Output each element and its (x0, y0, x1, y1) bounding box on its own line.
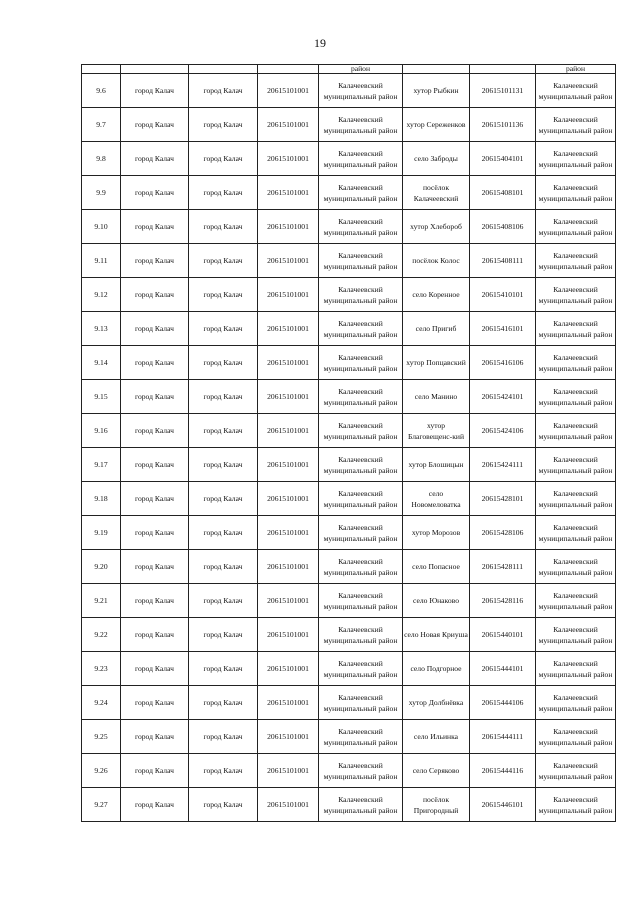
row-number: 9.23 (82, 652, 121, 686)
district-name: Калачеевский муниципальный район (536, 312, 616, 346)
row-number: 9.20 (82, 550, 121, 584)
district-name: Калачеевский муниципальный район (536, 346, 616, 380)
district-name: Калачеевский муниципальный район (319, 142, 403, 176)
settlement-code: 20615404101 (470, 142, 536, 176)
settlement-name: село Коренное (403, 278, 470, 312)
district-name: Калачеевский муниципальный район (536, 788, 616, 822)
district-name: Калачеевский муниципальный район (536, 754, 616, 788)
city-code: 20615101001 (258, 720, 319, 754)
city-name: город Калач (189, 652, 258, 686)
district-name: Калачеевский муниципальный район (319, 176, 403, 210)
row-number: 9.17 (82, 448, 121, 482)
settlement-name: хутор Долбнёвка (403, 686, 470, 720)
city-name: город Калач (189, 74, 258, 108)
settlement-name: село Заброды (403, 142, 470, 176)
district-name: Калачеевский муниципальный район (536, 516, 616, 550)
table-row (82, 788, 616, 822)
city-name: город Калач (121, 176, 189, 210)
settlement-name: село Серяково (403, 754, 470, 788)
city-code: 20615101001 (258, 652, 319, 686)
city-code: 20615101001 (258, 176, 319, 210)
city-code: 20615101001 (258, 312, 319, 346)
table-row (82, 584, 616, 618)
settlement-name: хутор Морозов (403, 516, 470, 550)
city-code: 20615101001 (258, 74, 319, 108)
district-name: Калачеевский муниципальный район (319, 346, 403, 380)
settlement-code: 20615408106 (470, 210, 536, 244)
settlement-code: 20615408111 (470, 244, 536, 278)
table-row (82, 312, 616, 346)
district-name: Калачеевский муниципальный район (536, 652, 616, 686)
city-name: город Калач (189, 516, 258, 550)
row-number: 9.14 (82, 346, 121, 380)
district-name: Калачеевский муниципальный район (319, 686, 403, 720)
settlement-name: хутор Рыбкин (403, 74, 470, 108)
settlement-code: 20615416101 (470, 312, 536, 346)
district-name: Калачеевский муниципальный район (319, 414, 403, 448)
table-row (82, 380, 616, 414)
city-name: город Калач (189, 550, 258, 584)
city-name: город Калач (189, 788, 258, 822)
settlement-code: 20615424106 (470, 414, 536, 448)
city-name: город Калач (121, 482, 189, 516)
row-number: 9.15 (82, 380, 121, 414)
city-code: 20615101001 (258, 244, 319, 278)
settlement-code: 20615428106 (470, 516, 536, 550)
city-name: город Калач (121, 210, 189, 244)
settlement-name: село Новомеловатка (403, 482, 470, 516)
row-number: 9.19 (82, 516, 121, 550)
settlement-code: 20615444111 (470, 720, 536, 754)
city-code: 20615101001 (258, 618, 319, 652)
table-row (82, 346, 616, 380)
settlement-name: хутор Попцавский (403, 346, 470, 380)
city-code: 20615101001 (258, 788, 319, 822)
cell-empty (258, 65, 319, 74)
table-row (82, 278, 616, 312)
district-name: Калачеевский муниципальный район (536, 584, 616, 618)
settlement-code: 20615444116 (470, 754, 536, 788)
settlement-code: 20615410101 (470, 278, 536, 312)
cell-district: район (319, 65, 403, 74)
city-name: город Калач (189, 482, 258, 516)
table-row (82, 244, 616, 278)
city-code: 20615101001 (258, 414, 319, 448)
settlement-code: 20615101131 (470, 74, 536, 108)
city-name: город Калач (121, 346, 189, 380)
settlement-code: 20615428101 (470, 482, 536, 516)
settlement-code: 20615428116 (470, 584, 536, 618)
table-row (82, 516, 616, 550)
settlement-code: 20615428111 (470, 550, 536, 584)
city-name: город Калач (121, 584, 189, 618)
district-name: Калачеевский муниципальный район (319, 516, 403, 550)
city-name: город Калач (121, 74, 189, 108)
district-name: Калачеевский муниципальный район (319, 278, 403, 312)
district-name: Калачеевский муниципальный район (536, 244, 616, 278)
district-name: Калачеевский муниципальный район (319, 754, 403, 788)
cell-empty (470, 65, 536, 74)
district-name: Калачеевский муниципальный район (536, 618, 616, 652)
table-row (82, 482, 616, 516)
settlement-name: село Манино (403, 380, 470, 414)
city-code: 20615101001 (258, 482, 319, 516)
city-name: город Калач (189, 414, 258, 448)
city-name: город Калач (189, 584, 258, 618)
settlement-code: 20615424101 (470, 380, 536, 414)
district-name: Калачеевский муниципальный район (319, 720, 403, 754)
district-name: Калачеевский муниципальный район (319, 210, 403, 244)
city-name: город Калач (121, 448, 189, 482)
district-name: Калачеевский муниципальный район (536, 720, 616, 754)
row-number: 9.25 (82, 720, 121, 754)
settlement-name: село Попасное (403, 550, 470, 584)
district-name: Калачеевский муниципальный район (319, 584, 403, 618)
cell-empty (121, 65, 189, 74)
settlement-code: 20615444101 (470, 652, 536, 686)
district-name: Калачеевский муниципальный район (319, 550, 403, 584)
district-name: Калачеевский муниципальный район (319, 380, 403, 414)
city-name: город Калач (189, 448, 258, 482)
city-name: город Калач (189, 278, 258, 312)
settlement-name: хутор Хлебороб (403, 210, 470, 244)
city-name: город Калач (189, 244, 258, 278)
city-code: 20615101001 (258, 142, 319, 176)
city-code: 20615101001 (258, 278, 319, 312)
district-name: Калачеевский муниципальный район (319, 652, 403, 686)
settlement-name: хутор Благовещенс-кий (403, 414, 470, 448)
city-code: 20615101001 (258, 380, 319, 414)
district-name: Калачеевский муниципальный район (536, 108, 616, 142)
table-row (82, 720, 616, 754)
row-number: 9.18 (82, 482, 121, 516)
table-row (82, 414, 616, 448)
city-code: 20615101001 (258, 754, 319, 788)
city-name: город Калач (189, 686, 258, 720)
city-name: город Калач (189, 108, 258, 142)
city-name: город Калач (121, 618, 189, 652)
city-name: город Калач (121, 244, 189, 278)
settlement-name: село Юнаково (403, 584, 470, 618)
city-name: город Калач (189, 618, 258, 652)
cell-district: район (536, 65, 616, 74)
district-name: Калачеевский муниципальный район (319, 448, 403, 482)
city-code: 20615101001 (258, 516, 319, 550)
settlement-name: хутор Сереженков (403, 108, 470, 142)
row-number: 9.21 (82, 584, 121, 618)
continuation-row (82, 65, 616, 74)
row-number: 9.16 (82, 414, 121, 448)
settlement-name: село Новая Криуша (403, 618, 470, 652)
row-number: 9.6 (82, 74, 121, 108)
city-code: 20615101001 (258, 584, 319, 618)
row-number: 9.22 (82, 618, 121, 652)
cell-empty (403, 65, 470, 74)
row-number: 9.24 (82, 686, 121, 720)
city-name: город Калач (121, 754, 189, 788)
row-number: 9.7 (82, 108, 121, 142)
district-name: Калачеевский муниципальный район (536, 448, 616, 482)
settlement-code: 20615424111 (470, 448, 536, 482)
row-number: 9.13 (82, 312, 121, 346)
row-number: 9.26 (82, 754, 121, 788)
city-name: город Калач (121, 516, 189, 550)
table-row (82, 686, 616, 720)
city-name: город Калач (121, 380, 189, 414)
page-number: 19 (314, 36, 326, 50)
district-name: Калачеевский муниципальный район (319, 312, 403, 346)
city-name: город Калач (189, 346, 258, 380)
district-name: Калачеевский муниципальный район (319, 74, 403, 108)
district-name: Калачеевский муниципальный район (536, 414, 616, 448)
district-name: Калачеевский муниципальный район (536, 142, 616, 176)
city-name: город Калач (121, 652, 189, 686)
district-name: Калачеевский муниципальный район (319, 618, 403, 652)
district-name: Калачеевский муниципальный район (536, 278, 616, 312)
cell-empty (189, 65, 258, 74)
table-row (82, 618, 616, 652)
city-name: город Калач (121, 686, 189, 720)
city-code: 20615101001 (258, 346, 319, 380)
city-name: город Калач (189, 142, 258, 176)
table-row (82, 652, 616, 686)
city-name: город Калач (189, 720, 258, 754)
city-name: город Калач (121, 142, 189, 176)
settlement-code: 20615446101 (470, 788, 536, 822)
district-name: Калачеевский муниципальный район (319, 788, 403, 822)
city-name: город Калач (121, 108, 189, 142)
district-name: Калачеевский муниципальный район (319, 244, 403, 278)
row-number: 9.10 (82, 210, 121, 244)
city-name: город Калач (189, 176, 258, 210)
district-name: Калачеевский муниципальный район (536, 550, 616, 584)
table-row (82, 550, 616, 584)
city-name: город Калач (121, 278, 189, 312)
city-code: 20615101001 (258, 550, 319, 584)
table-row (82, 74, 616, 108)
row-number: 9.8 (82, 142, 121, 176)
settlement-name: посёлок Калачеевский (403, 176, 470, 210)
settlements-table (81, 64, 616, 822)
district-name: Калачеевский муниципальный район (536, 74, 616, 108)
row-number: 9.9 (82, 176, 121, 210)
district-name: Калачеевский муниципальный район (536, 482, 616, 516)
city-name: город Калач (189, 312, 258, 346)
district-name: Калачеевский муниципальный район (536, 686, 616, 720)
settlement-name: посёлок Колос (403, 244, 470, 278)
city-code: 20615101001 (258, 210, 319, 244)
city-code: 20615101001 (258, 686, 319, 720)
row-number: 9.11 (82, 244, 121, 278)
city-name: город Калач (121, 550, 189, 584)
row-number: 9.12 (82, 278, 121, 312)
city-code: 20615101001 (258, 108, 319, 142)
city-name: город Калач (121, 312, 189, 346)
settlement-code: 20615416106 (470, 346, 536, 380)
settlement-name: посёлок Пригородный (403, 788, 470, 822)
city-name: город Калач (121, 720, 189, 754)
city-name: город Калач (189, 754, 258, 788)
table-row (82, 176, 616, 210)
district-name: Калачеевский муниципальный район (536, 210, 616, 244)
cell-empty (82, 65, 121, 74)
table-row (82, 448, 616, 482)
row-number: 9.27 (82, 788, 121, 822)
table-row (82, 210, 616, 244)
settlement-code: 20615101136 (470, 108, 536, 142)
table-row (82, 142, 616, 176)
table-row (82, 108, 616, 142)
city-name: город Калач (121, 788, 189, 822)
city-code: 20615101001 (258, 448, 319, 482)
settlement-code: 20615408101 (470, 176, 536, 210)
district-name: Калачеевский муниципальный район (536, 176, 616, 210)
settlement-code: 20615440101 (470, 618, 536, 652)
district-name: Калачеевский муниципальный район (319, 482, 403, 516)
settlement-code: 20615444106 (470, 686, 536, 720)
city-name: город Калач (121, 414, 189, 448)
district-name: Калачеевский муниципальный район (536, 380, 616, 414)
settlement-name: хутор Блошицын (403, 448, 470, 482)
city-name: город Калач (189, 380, 258, 414)
settlement-name: село Подгорное (403, 652, 470, 686)
district-name: Калачеевский муниципальный район (319, 108, 403, 142)
settlement-name: село Пригиб (403, 312, 470, 346)
table-row (82, 754, 616, 788)
city-name: город Калач (189, 210, 258, 244)
settlement-name: село Ильинка (403, 720, 470, 754)
